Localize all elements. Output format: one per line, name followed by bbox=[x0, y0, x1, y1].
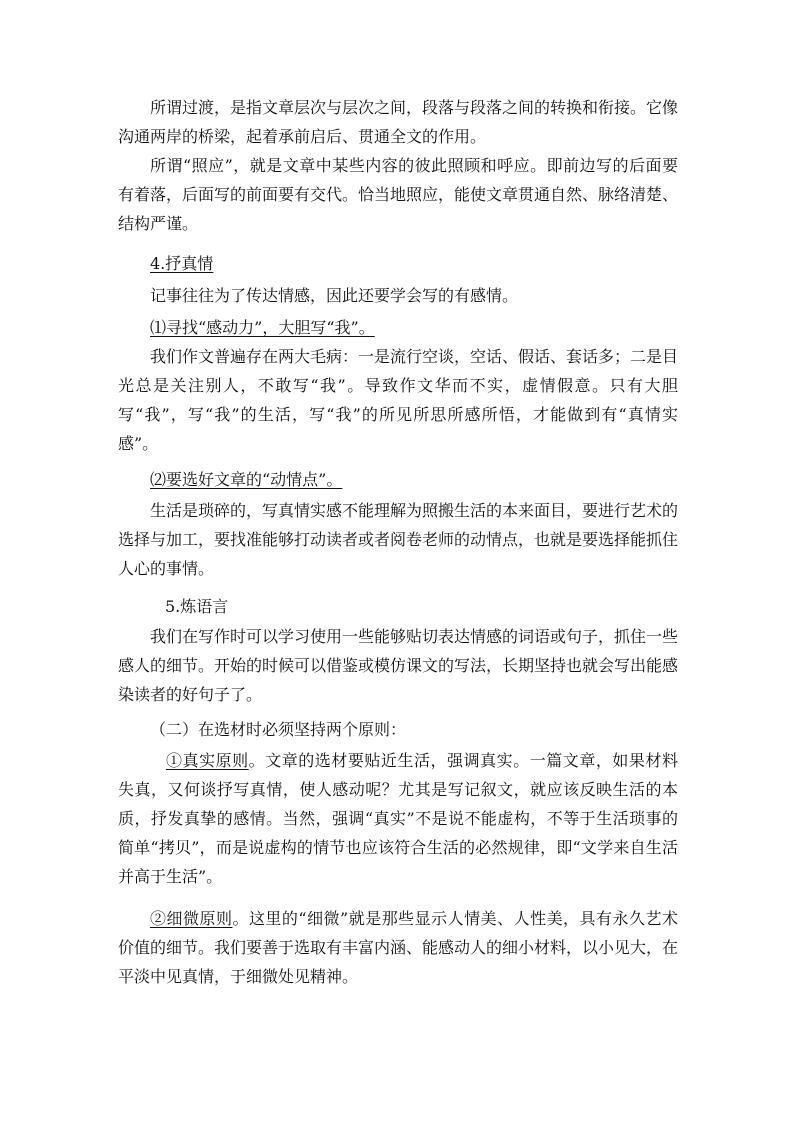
subheading-find-emotion-text: ⑴寻找“感动力”，大胆写“我”。 bbox=[150, 318, 375, 337]
paragraph-truth-principle bbox=[118, 746, 678, 891]
paragraph-transition: 所谓过渡，是指文章层次与层次之间，段落与段落之间的转换和衔接。它像沟通两岸的桥梁，起着承前启后、贯通全文的作用。 bbox=[118, 98, 679, 146]
heading-refine-language: 5.炼语言 bbox=[165, 597, 229, 616]
heading-express-emotion bbox=[150, 249, 213, 278]
truth-principle-title: ①真实原则 bbox=[166, 751, 249, 770]
truth-principle-body: 。文章的选材要贴近生活，强调真实。一篇文章，如果材料失真，又何谈抒写真情，使人感动呢？尤其是写记叙文，就应该反映生活的本质，抒发真挚的感情。当然，强调“真实”不是说不能虚构，不等于生活琐事的简单“拷贝”，而是说虚构的情节也应该符合生活的必然规律，即“文学来自生活并高于生活”。 bbox=[118, 751, 678, 886]
paragraph-language: 我们在写作时可以学习使用一些能够贴切表达情感的词语或句子，抓住一些感人的细节。开始的时候可以借鉴或模仿课文的写法，长期坚持也就会写出能感染读者的好句子了。 bbox=[118, 627, 679, 704]
paragraph-echo: 所谓“照应”，就是文章中某些内容的彼此照顾和呼应。即前边写的后面要有着落，后面写的前面要有交代。恰当地照应，能使文章贯通自然、脉络清楚、结构严谨。 bbox=[118, 156, 679, 233]
paragraph-emotion-intro: 记事往往为了传达情感，因此还要学会写的有感情。 bbox=[150, 286, 519, 305]
heading-express-emotion-text: 4.抒真情 bbox=[150, 254, 214, 273]
detail-principle-title: ②细微原则 bbox=[150, 909, 233, 928]
heading-two-principles: （二）在选材时必须坚持两个原则： bbox=[150, 720, 407, 739]
subheading-emotion-point bbox=[150, 465, 342, 494]
paragraph-detail-principle bbox=[118, 904, 678, 991]
subheading-emotion-point-text: ⑵要选好文章的“动情点”。 bbox=[150, 470, 343, 489]
subheading-find-emotion bbox=[150, 313, 375, 342]
paragraph-two-problems: 我们作文普遍存在两大毛病：一是流行空谈，空话、假话、套话多；二是目光总是关注别人，不敢写“我”。导致作文华而不实，虚情假意。只有大胆写“我”，写“我”的生活，写“我”的所见所思所感所悟，才能做到有“真情实感”。 bbox=[118, 347, 679, 453]
detail-principle-body: 。这里的“细微”就是那些显示人情美、人性美，具有永久艺术价值的细节。我们要善于选取有丰富内涵、能感动人的细小材料，以小见大，在平淡中见真情，于细微处见精神。 bbox=[118, 909, 679, 986]
paragraph-life-trivial: 生活是琐碎的，写真情实感不能理解为照搬生活的本来面目，要进行艺术的选择与加工，要找准能够打动读者或者阅卷老师的动情点，也就是要选择能抓住人心的事情。 bbox=[118, 501, 679, 578]
